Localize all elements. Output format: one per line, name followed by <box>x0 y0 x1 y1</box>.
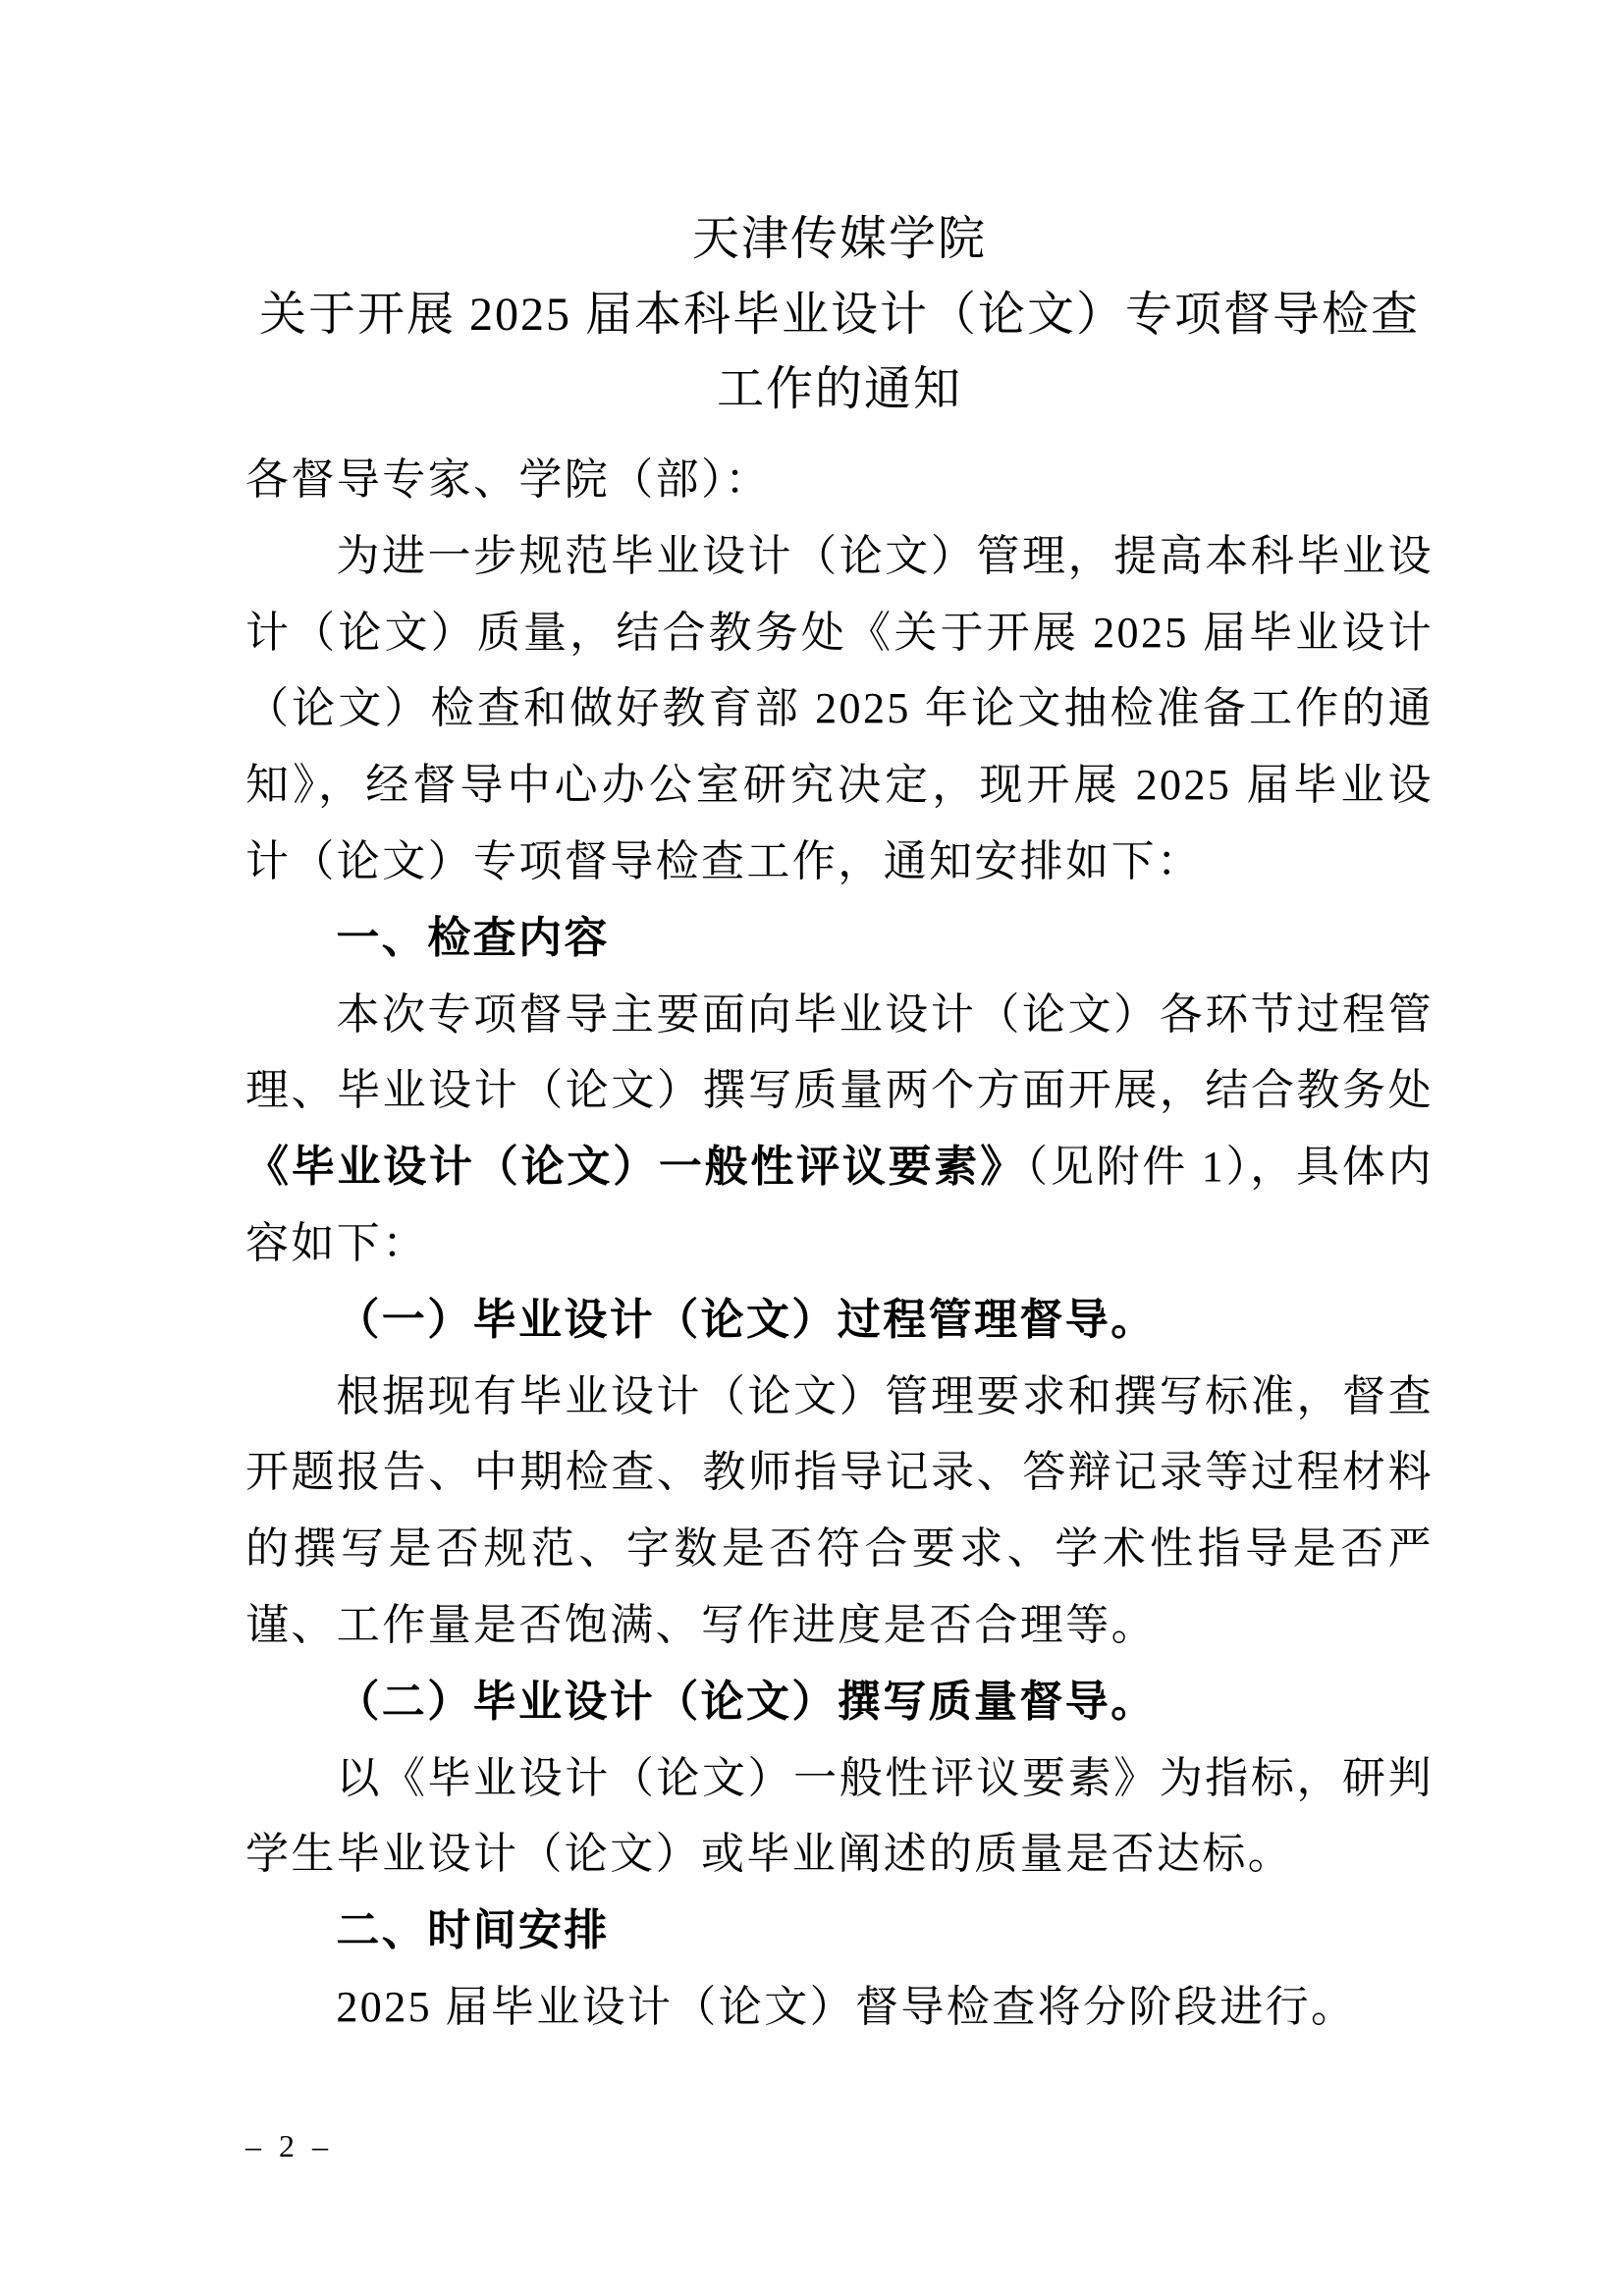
title-line-2: 关于开展 2025 届本科毕业设计（论文）专项督导检查 <box>258 288 1420 341</box>
text-segment: （一）毕业设计（论文）过程管理督导。 <box>336 1295 1157 1344</box>
paragraph <box>245 1740 1434 1894</box>
paragraph <box>245 1359 1434 1664</box>
heading <box>245 900 1434 977</box>
title-line-3: 工作的通知 <box>716 363 962 415</box>
text-segment: 二、时间安排 <box>336 1906 610 1955</box>
title-line-1: 天津传媒学院 <box>691 213 987 265</box>
subheading <box>245 1282 1434 1359</box>
page-footer <box>245 2128 333 2164</box>
text-segment: 一、检查内容 <box>336 913 610 962</box>
text-segment: 根据现有毕业设计（论文）管理要求和撰写标准，督查开题报告、中期检查、教师指导记录、答辩记录等过程材料的撰写是否规范、字数是否符合要求、学术性指导是否严谨、工作量是否饱满、写作进度是否合理等。 <box>245 1371 1434 1649</box>
text-segment: 为进一步规范毕业设计（论文）管理，提高本科毕业设计（论文）质量，结合教务处《关于开展 2025 届毕业设计（论文）检查和做好教育部 2025 年论文抽检准备工作的通知》，经督导中心办公室研究决定，现开展 2025 届毕业设计（论文）专项督导检查工作，通知安排如下： <box>245 531 1434 885</box>
text-segment: 以《毕业设计（论文）一般性评议要素》为指标，研判学生毕业设计（论文）或毕业阐述的质量是否达标。 <box>245 1753 1434 1879</box>
text-segment: 本次专项督导主要面向毕业设计（论文）各环节过程管理、毕业设计（论文）撰写质量两个方面开展，结合教务处 <box>245 989 1434 1115</box>
text-segment: （二）毕业设计（论文）撰写质量督导。 <box>336 1677 1157 1726</box>
text-segment: 2025 届毕业设计（论文）督导检查将分阶段进行。 <box>336 1982 1357 2031</box>
paragraph <box>245 1969 1434 2046</box>
text-segment: （见附件 1），具体内容如下： <box>245 1143 1434 1267</box>
text-segment: 《毕业设计（论文）一般性评议要素》 <box>245 1143 1026 1192</box>
heading <box>245 1893 1434 1969</box>
text-segment: 各督导专家、学院（部）： <box>245 455 771 504</box>
document-body <box>245 442 1434 2046</box>
salutation <box>245 442 1434 518</box>
paragraph <box>245 977 1434 1282</box>
subheading <box>245 1664 1434 1740</box>
paragraph <box>245 518 1434 900</box>
page-number: – 2 – <box>245 2128 333 2163</box>
document-title <box>245 202 1434 428</box>
